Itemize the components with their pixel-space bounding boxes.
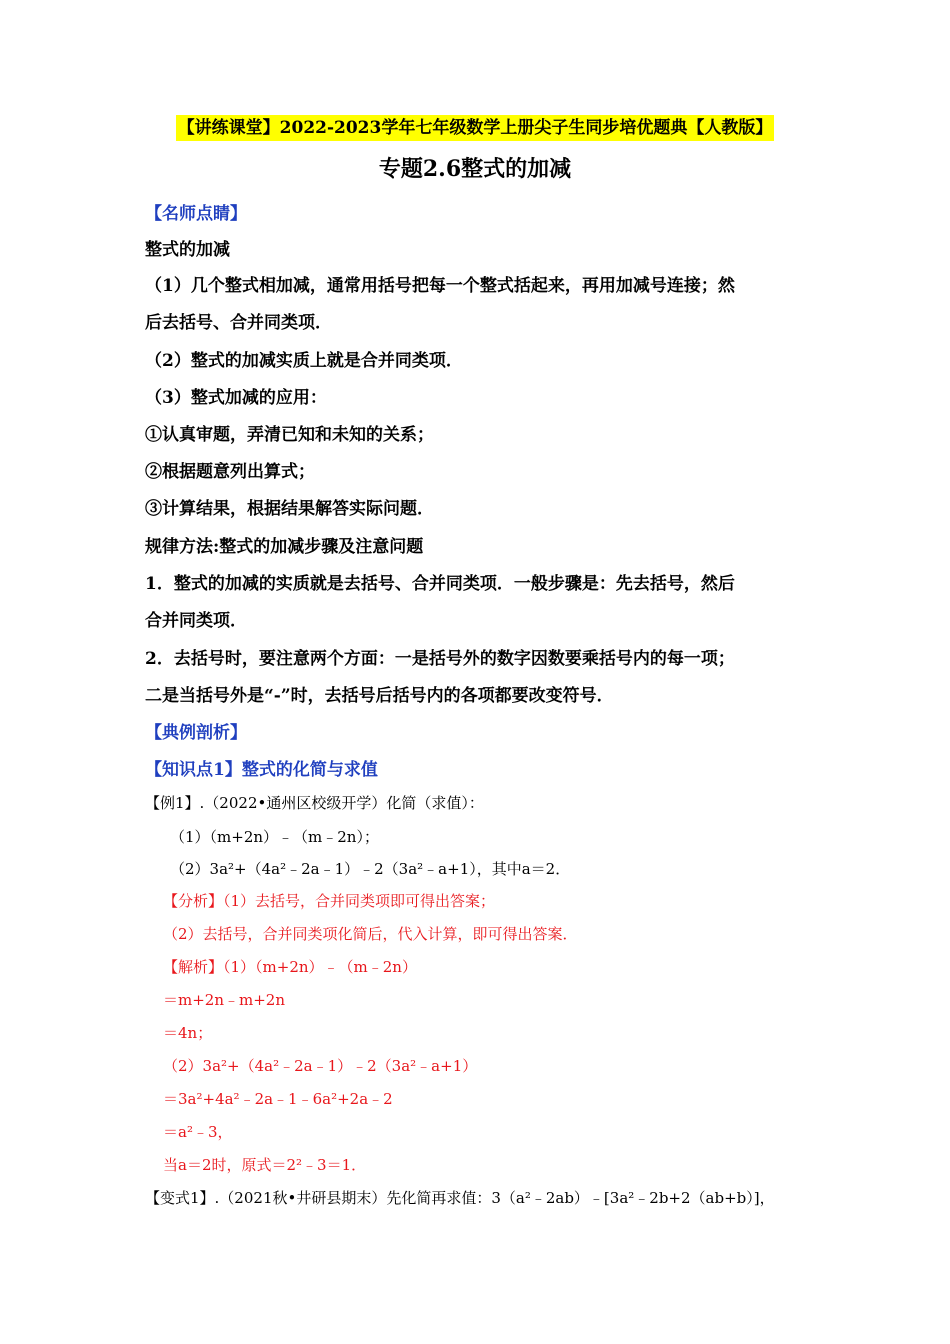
header-banner-wrap: [0, 115, 950, 141]
rule-1-line-b: 合并同类项．: [145, 611, 247, 631]
point-3-step-a: ①认真审题，弄清已知和未知的关系；: [145, 425, 434, 445]
page-title: 专题2.6整式的加减: [378, 156, 572, 182]
section-heading-examples: 【典例剖析】: [145, 723, 247, 743]
example-1-question-1: （1）（m+2n）﹣（m﹣2n）；: [170, 828, 379, 846]
solution-line-2: ＝m+2n﹣m+2n: [163, 991, 285, 1009]
rule-2-line-b: 二是当括号外是“-”时，去括号后括号内的各项都要改变符号．: [145, 686, 614, 706]
solution-line-6: ＝a²﹣3，: [163, 1123, 233, 1141]
example-1-prompt: 【例1】.（2022•通州区校级开学）化简（求值）：: [145, 794, 484, 812]
point-1-line-b: 后去括号、合并同类项．: [145, 313, 332, 333]
solution-line-7: 当a＝2时，原式＝2²﹣3＝1．: [163, 1156, 367, 1174]
point-3: （3）整式加减的应用：: [145, 388, 327, 408]
solution-line-3: ＝4n；: [163, 1024, 213, 1042]
rule-2-line-a: 2．去括号时，要注意两个方面：一是括号外的数字因数要乘括号内的每一项；: [145, 649, 735, 669]
point-1-line-a: （1）几个整式相加减，通常用括号把每一个整式括起来，再用加减号连接；然: [145, 276, 735, 296]
rule-1-line-a: 1．整式的加减的实质就是去括号、合并同类项．一般步骤是：先去括号，然后: [145, 574, 735, 594]
topic-heading: 整式的加减: [145, 240, 230, 260]
analysis-line-2: （2）去括号，合并同类项化简后，代入计算，即可得出答案．: [163, 925, 578, 943]
solution-line-5: ＝3a²+4a²﹣2a﹣1﹣6a²+2a﹣2: [163, 1090, 393, 1108]
point-3-step-b: ②根据题意列出算式；: [145, 462, 315, 482]
example-1-question-2: （2）3a²+（4a²﹣2a﹣1）﹣2（3a²﹣a+1），其中a＝2．: [170, 860, 571, 878]
solution-line-4: （2）3a²+（4a²﹣2a﹣1）﹣2（3a²﹣a+1）: [163, 1057, 478, 1075]
point-2: （2）整式的加减实质上就是合并同类项．: [145, 351, 463, 371]
header-banner: 【讲练课堂】2022-2023学年七年级数学上册尖子生同步培优题典【人教版】: [176, 115, 775, 141]
variant-1-prompt: 【变式1】.（2021秋•井研县期末）先化简再求值：3（a²﹣2ab）﹣[3a²﹣2b+2（ab+b）]，: [145, 1189, 775, 1207]
knowledge-point-1: 【知识点1】整式的化简与求值: [145, 760, 378, 780]
solution-line-1: 【解析】（1）（m+2n）﹣（m﹣2n）: [163, 958, 417, 976]
rule-heading: 规律方法:整式的加减步骤及注意问题: [145, 537, 424, 557]
point-3-step-c: ③计算结果，根据结果解答实际问题．: [145, 499, 434, 519]
section-heading-tips: 【名师点睛】: [145, 204, 247, 224]
analysis-line-1: 【分析】（1）去括号，合并同类项即可得出答案；: [163, 892, 496, 910]
